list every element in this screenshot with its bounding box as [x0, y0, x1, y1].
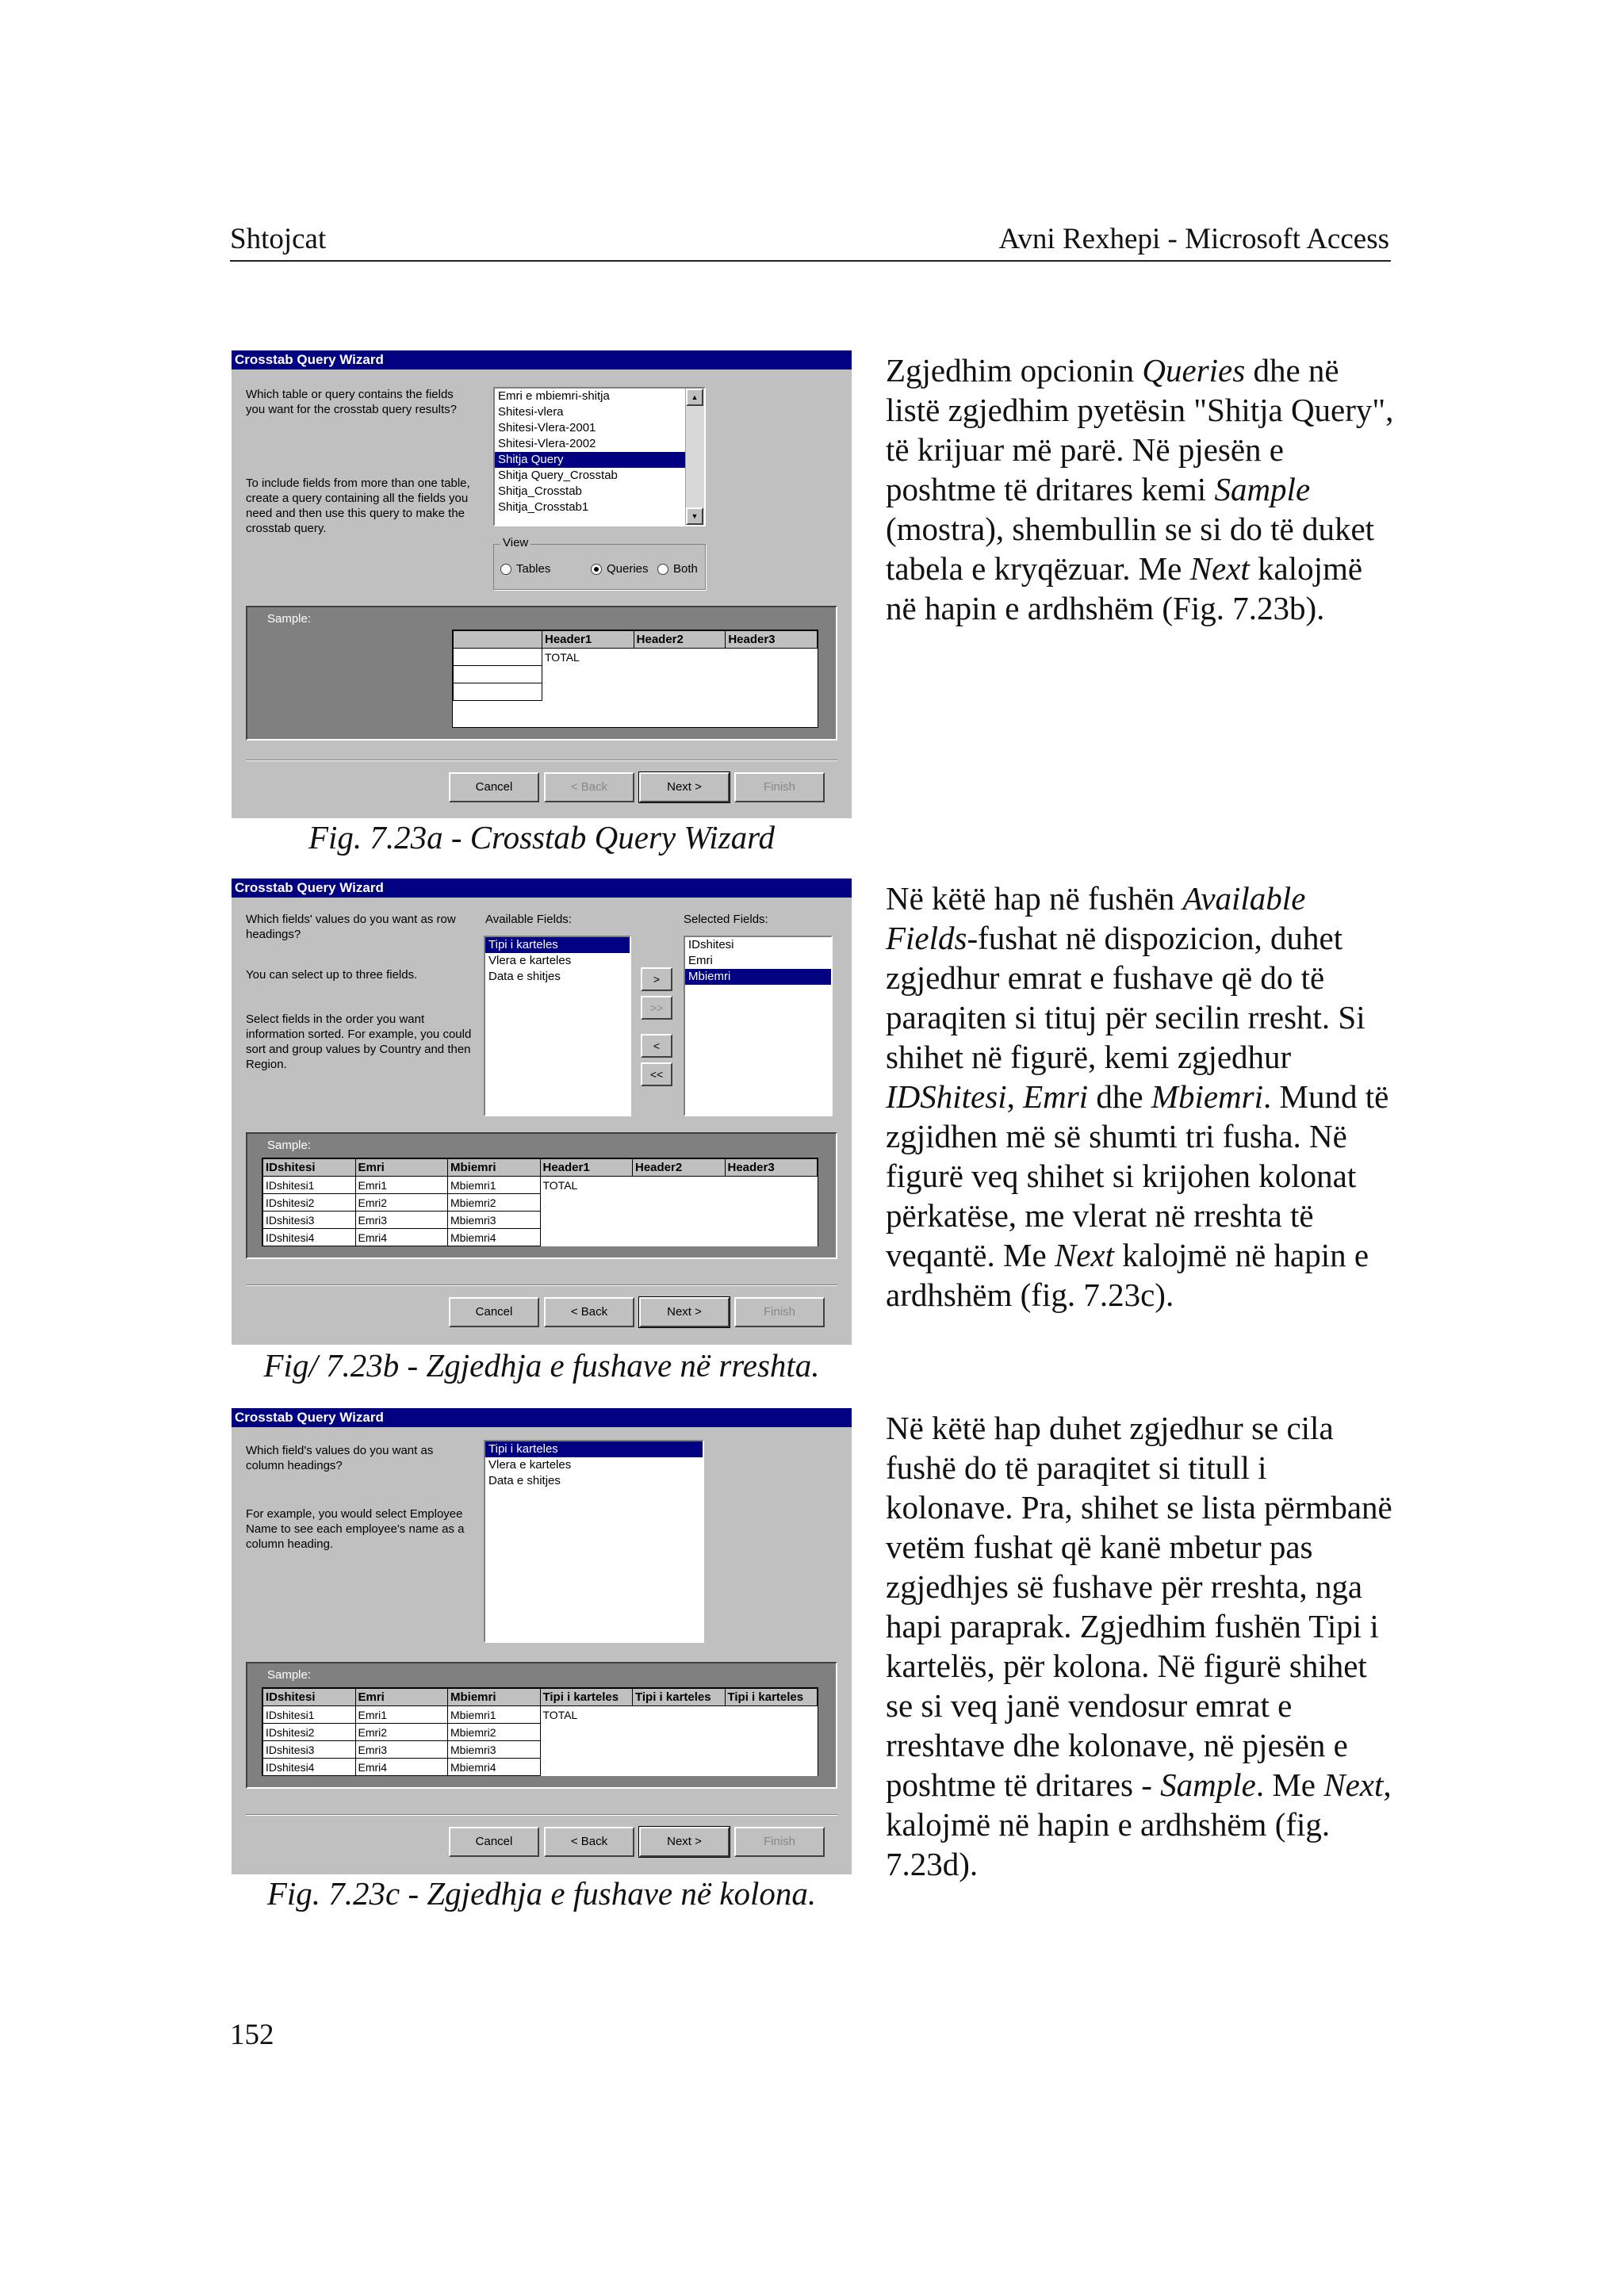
selected-items: [685, 937, 831, 985]
grid-header: Mbiemri: [448, 1159, 541, 1177]
grid-cell: [725, 1229, 818, 1246]
text-run: Në këtë hap në fushën: [886, 880, 1183, 917]
paragraph-step-a: [886, 350, 1401, 628]
button-separator: [246, 1284, 837, 1286]
grid-cell: [725, 1741, 818, 1759]
grid-cell: [725, 1724, 818, 1741]
list-item[interactable]: Tipi i karteles: [485, 937, 630, 953]
grid-cell: [725, 1177, 818, 1194]
instruction-text: Which fields' values do you want as row headings?: [246, 913, 456, 941]
available-fields-label: Available Fields:: [485, 913, 572, 926]
grid-header: Header1: [540, 1159, 633, 1177]
grid-cell: Emri4: [355, 1759, 448, 1776]
available-fields-list[interactable]: [484, 936, 631, 1116]
grid-cell: IDshitesi2: [263, 1724, 356, 1741]
page-number: 152: [230, 2019, 274, 2051]
instruction-text-2: To include fields from more than one table, create a query containing all the fields you need and then use this query to make the crosstab query.: [246, 477, 470, 535]
finish-button[interactable]: Finish: [734, 1297, 825, 1327]
button-separator: [246, 760, 837, 761]
text-run: , kalojmë në hapin e ardhshëm (fig. 7.23d).: [886, 1767, 1392, 1882]
sample-label: Sample:: [267, 612, 312, 626]
grid-cell: Mbiemri3: [448, 1741, 541, 1759]
text-run: Zgjedhim opcionin: [886, 352, 1143, 389]
radio-selected-icon: [591, 564, 602, 575]
radio-icon: [657, 564, 668, 575]
list-item[interactable]: Shitja Query: [495, 452, 704, 468]
emphasis: Queries: [1142, 352, 1246, 389]
paragraph-step-b: [886, 879, 1401, 1315]
sample-grid: [452, 630, 818, 728]
emphasis: Mbiemri: [1151, 1078, 1263, 1115]
text-run: ,: [1006, 1078, 1024, 1115]
list-item[interactable]: Tipi i karteles: [485, 1441, 703, 1457]
grid-cell: [540, 1724, 633, 1741]
emphasis: Available Fields: [886, 880, 1306, 956]
view-group: [493, 536, 706, 590]
back-button[interactable]: < Back: [544, 772, 634, 802]
grid-cell: Mbiemri2: [448, 1724, 541, 1741]
list-item[interactable]: Shitesi-Vlera-2001: [498, 421, 596, 434]
selected-fields-list[interactable]: [684, 936, 833, 1116]
grid-cell: IDshitesi4: [263, 1229, 356, 1246]
table-row: [263, 1706, 818, 1724]
emphasis: IDShitesi: [886, 1078, 1007, 1115]
grid-header: Tipi i karteles: [633, 1689, 726, 1706]
cancel-button[interactable]: Cancel: [449, 1297, 539, 1327]
figure-caption: Fig. 7.23c - Zgjedhja e fushave në kolona.: [266, 1875, 817, 1912]
back-button[interactable]: < Back: [544, 1827, 634, 1857]
text-run: kalojmë në hapin e ardhshëm (fig. 7.23c).: [886, 1237, 1369, 1313]
grid-cell: Emri4: [355, 1229, 448, 1246]
move-all-left-button[interactable]: <<: [641, 1062, 672, 1086]
table-row: [263, 1212, 818, 1229]
grid-cell: [633, 1229, 726, 1246]
emphasis: Emri: [1023, 1078, 1089, 1115]
instruction-text: Which table or query contains the fields you want for the crosstab query results?: [246, 388, 457, 416]
running-header-right: Avni Rexhepi - Microsoft Access: [998, 223, 1389, 255]
grid-cell: IDshitesi3: [263, 1212, 356, 1229]
figure-caption: Fig. 7.23a - Crosstab Query Wizard: [308, 819, 776, 856]
emphasis: Next: [1054, 1237, 1115, 1273]
grid-cell: Emri2: [355, 1194, 448, 1212]
scroll-down-icon[interactable]: ▼: [686, 507, 703, 525]
grid-cell: [633, 1759, 726, 1776]
grid-cell: IDshitesi3: [263, 1741, 356, 1759]
grid-cell: [540, 1759, 633, 1776]
move-one-right-button[interactable]: >: [641, 967, 672, 991]
grid-cell: Mbiemri2: [448, 1194, 541, 1212]
grid-header: Header3: [725, 1159, 818, 1177]
list-item[interactable]: Vlera e karteles: [488, 954, 572, 967]
instruction-text-2: For example, you would select Employee Name to see each employee's name as a column heading.: [246, 1507, 465, 1551]
table-row: [263, 1759, 818, 1776]
emphasis: Next: [1189, 550, 1250, 587]
finish-button[interactable]: Finish: [734, 1827, 825, 1857]
column-field-items: [485, 1441, 703, 1489]
crosstab-wizard-step2: [232, 879, 852, 1345]
crosstab-wizard-step1: [232, 350, 852, 818]
dialog-title: Crosstab Query Wizard: [232, 879, 852, 898]
column-field-list[interactable]: [484, 1440, 704, 1643]
grid-cell: Mbiemri3: [448, 1212, 541, 1229]
cancel-button[interactable]: Cancel: [449, 772, 539, 802]
grid-cell: [540, 1212, 633, 1229]
grid-header: Mbiemri: [448, 1689, 541, 1706]
grid-header: IDshitesi: [263, 1159, 356, 1177]
move-one-left-button[interactable]: <: [641, 1034, 672, 1058]
grid-cell: [633, 1177, 726, 1194]
available-items: [485, 937, 630, 985]
sample-grid: [262, 1158, 818, 1246]
next-button[interactable]: Next >: [639, 1297, 730, 1327]
sample-label: Sample:: [267, 1139, 312, 1152]
grid-header: Header3: [726, 631, 818, 649]
header-rule: [230, 260, 1391, 262]
paragraph-step-c: [886, 1408, 1401, 1884]
radio-both[interactable]: [657, 562, 698, 576]
grid-header: Tipi i karteles: [540, 1689, 633, 1706]
list-item[interactable]: Data e shitjes: [488, 970, 561, 983]
grid-cell: [540, 1229, 633, 1246]
sample-panel: [246, 606, 837, 741]
list-item[interactable]: Shitja_Crosstab1: [498, 500, 589, 514]
table-row: [263, 1724, 818, 1741]
grid-cell: Emri3: [355, 1741, 448, 1759]
text-run: (mostra), shembullin se si do të duket tabela e kryqëzuar. Me: [886, 511, 1375, 587]
button-separator: [246, 1814, 837, 1816]
text-run: -fushat në dispozicion, duhet zgjedhur emrat e fushave që do të paraqiten si tituj për secilin rresht. Si shihet në figurë, kemi zgjedhur: [886, 920, 1365, 1075]
grid-header: Header2: [634, 631, 726, 649]
list-item[interactable]: Shitja Query_Crosstab: [498, 469, 618, 482]
list-item[interactable]: Shitesi-vlera: [498, 405, 564, 419]
selected-fields-label: Selected Fields:: [684, 913, 768, 926]
instruction-text: Which field's values do you want as column headings?: [246, 1444, 434, 1472]
grid-cell: Emri1: [355, 1177, 448, 1194]
back-button[interactable]: < Back: [544, 1297, 634, 1327]
cancel-button[interactable]: Cancel: [449, 1827, 539, 1857]
next-button[interactable]: Next >: [639, 1827, 730, 1857]
grid-cell: Mbiemri1: [448, 1706, 541, 1724]
grid-cell: [725, 1759, 818, 1776]
grid-cell: [540, 1194, 633, 1212]
sample-panel: [246, 1132, 837, 1259]
radio-icon: [500, 564, 511, 575]
text-run: Në këtë hap duhet zgjedhur se cila fushë do të paraqitet si titull i kolonave. Pra, shihet se lista përmbanë vetëm fushat që kanë mbetur pas zgjedhjes së fushave për rreshta, nga hapi paraprak. Zgjedhim fushën Tipi i kartelës, për kolona. Në figurë shihet se si veq janë vendosur emrat e rreshtave dhe kolonave, në pjesën e poshtme të dritares -: [886, 1410, 1392, 1803]
table-row: [263, 1177, 818, 1194]
grid-cell: [633, 1212, 726, 1229]
list-item[interactable]: Vlera e karteles: [488, 1458, 572, 1472]
view-label: View: [500, 536, 530, 549]
next-button[interactable]: Next >: [639, 772, 730, 802]
table-row: [263, 1194, 818, 1212]
radio-tables[interactable]: [500, 562, 550, 576]
radio-label: Both: [673, 562, 698, 576]
table-row: [263, 1229, 818, 1246]
emphasis: Next: [1323, 1767, 1384, 1803]
grid-cell: [633, 1194, 726, 1212]
list-item[interactable]: Shitesi-Vlera-2002: [498, 437, 596, 450]
text-run: . Mund të zgjidhen më së shumti tri fusha. Në figurë veq shihet si krijohen kolonat përkatëse, me vlerat në rreshta të veqantë. Me: [886, 1078, 1389, 1273]
dialog-title: Crosstab Query Wizard: [232, 1408, 852, 1427]
grid-cell: [633, 1741, 726, 1759]
move-all-right-button[interactable]: >>: [641, 996, 672, 1020]
list-item[interactable]: IDshitesi: [688, 938, 734, 951]
emphasis: Sample: [1160, 1767, 1256, 1803]
grid-cell: TOTAL: [540, 1177, 633, 1194]
grid-cell: TOTAL: [540, 1706, 633, 1724]
total-cell: TOTAL: [542, 649, 634, 666]
grid-cell: Emri3: [355, 1212, 448, 1229]
grid-cell: Mbiemri4: [448, 1759, 541, 1776]
text-run: dhe: [1088, 1078, 1151, 1115]
grid-cell: [725, 1212, 818, 1229]
grid-cell: IDshitesi4: [263, 1759, 356, 1776]
grid-header: Header2: [633, 1159, 726, 1177]
grid-header: Emri: [355, 1689, 448, 1706]
sample-grid: [262, 1687, 818, 1776]
radio-label: Queries: [607, 562, 649, 576]
grid-header: Header1: [542, 631, 634, 649]
text-run: dhe në listë zgjedhim pyetësin "Shitja Query", të krijuar më parë. Në pjesën e poshtme të dritares kemi: [886, 352, 1394, 507]
instruction-text-3: Select fields in the order you want information sorted. For example, you could sort and group values by Country and then Region.: [246, 1013, 472, 1071]
radio-queries[interactable]: [591, 562, 649, 576]
grid-header: Tipi i karteles: [725, 1689, 818, 1706]
grid-cell: IDshitesi1: [263, 1177, 356, 1194]
grid-header: IDshitesi: [263, 1689, 356, 1706]
query-list[interactable]: [493, 387, 706, 526]
scrollbar[interactable]: [685, 389, 704, 525]
scroll-up-icon[interactable]: ▲: [686, 389, 703, 406]
running-header-left: Shtojcat: [230, 223, 327, 255]
table-row: [263, 1741, 818, 1759]
emphasis: Sample: [1214, 471, 1311, 507]
list-item[interactable]: Emri e mbiemri-shitja: [498, 389, 610, 403]
list-item[interactable]: Mbiemri: [685, 969, 831, 985]
grid-cell: Mbiemri4: [448, 1229, 541, 1246]
list-item[interactable]: Emri: [688, 954, 713, 967]
grid-cell: IDshitesi1: [263, 1706, 356, 1724]
grid-cell: [633, 1706, 726, 1724]
grid-cell: [633, 1724, 726, 1741]
text-run: kalojmë në hapin e ardhshëm (Fig. 7.23b).: [886, 550, 1363, 626]
dialog-title: Crosstab Query Wizard: [232, 350, 852, 369]
sample-label: Sample:: [267, 1668, 312, 1682]
list-item[interactable]: Data e shitjes: [488, 1474, 561, 1487]
figure-caption: Fig/ 7.23b - Zgjedhja e fushave në rreshta.: [263, 1347, 820, 1384]
grid-cell: Emri2: [355, 1724, 448, 1741]
grid-cell: Mbiemri1: [448, 1177, 541, 1194]
grid-cell: IDshitesi2: [263, 1194, 356, 1212]
grid-cell: Emri1: [355, 1706, 448, 1724]
grid-cell: [540, 1741, 633, 1759]
crosstab-wizard-step3: [232, 1408, 852, 1874]
query-list-items: [495, 389, 704, 515]
list-item[interactable]: Shitja_Crosstab: [498, 484, 582, 498]
grid-cell: [725, 1194, 818, 1212]
grid-header: Emri: [355, 1159, 448, 1177]
finish-button[interactable]: Finish: [734, 772, 825, 802]
grid-cell: [725, 1706, 818, 1724]
text-run: . Me: [1255, 1767, 1324, 1803]
radio-label: Tables: [516, 562, 551, 576]
sample-panel: [246, 1662, 837, 1789]
instruction-text-2: You can select up to three fields.: [246, 968, 418, 982]
